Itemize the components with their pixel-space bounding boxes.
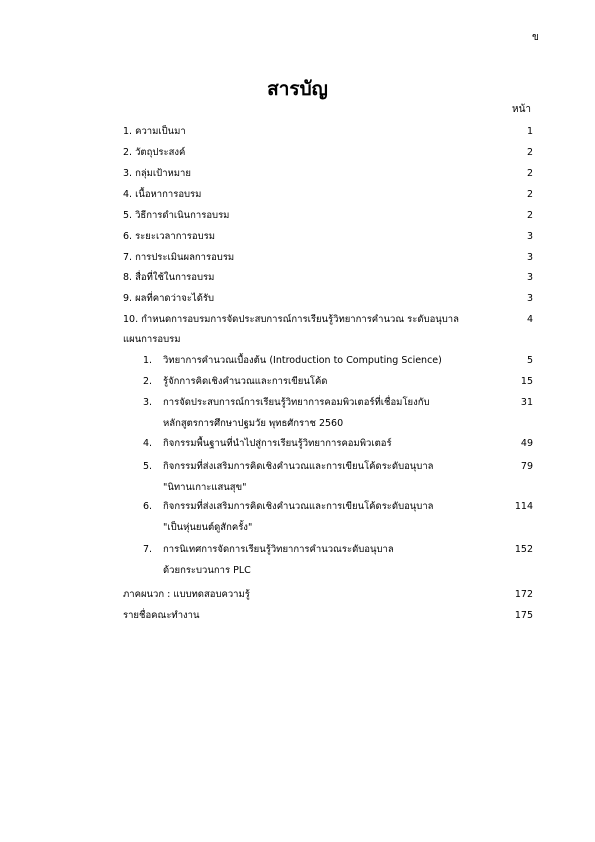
appendix-entry-text: รายชื่อคณะทำงาน [123,610,200,621]
toc-entry-page: 1 [526,126,533,137]
page-number-mark: ข [532,32,539,43]
plan-title-continued: หลักสูตรการศึกษาปฐมวัย พุทธศักราช 2560 [163,418,344,429]
toc-entry-text: 5. วิธีการดำเนินการอบรม [123,210,230,221]
toc-entry-page: 2 [526,168,533,179]
plan-title: การนิเทศการจัดการเรียนรู้วิทยาการคำนวณระดับอนุบาล [163,544,394,555]
plan-page: 5 [526,355,533,366]
toc-entry-page: 3 [526,293,533,304]
toc-entry-page: 2 [526,189,533,200]
plan-number: 5. [143,461,153,472]
appendix-entry-page: 172 [514,589,533,600]
toc-entry-text: 9. ผลที่คาดว่าจะได้รับ [123,293,215,304]
plan-number: 7. [143,544,153,555]
page-column-header: หน้า [512,104,532,115]
plan-title: กิจกรรมที่ส่งเสริมการคิดเชิงคำนวณและการเขียนโค้ดระดับอนุบาล [163,461,434,472]
appendix-entry-text: ภาคผนวก : แบบทดสอบความรู้ [123,589,250,600]
plan-title: วิทยาการคำนวณเบื้องต้น (Introduction to Computing Science) [163,355,442,366]
toc-entry-text: 6. ระยะเวลาการอบรม [123,231,215,242]
toc-entry-text: 10. กำหนดการอบรมการจัดประสบการณ์การเรียนรู้วิทยาการคำนวณ ระดับอนุบาล [123,314,459,325]
toc-entry-text: 2. วัตถุประสงค์ [123,147,186,158]
page-title: สารบัญ [267,78,328,100]
toc-entry-text: 3. กลุ่มเป้าหมาย [123,168,191,179]
plan-number: 3. [143,397,153,408]
plan-number: 2. [143,376,153,387]
plan-number: 1. [143,355,153,366]
plan-title-continued: "เป็นหุ่นยนต์ดูสักครั้ง" [163,522,253,533]
plan-title: กิจกรรมที่ส่งเสริมการคิดเชิงคำนวณและการเขียนโค้ดระดับอนุบาล [163,501,434,512]
toc-entry-text: 7. การประเมินผลการอบรม [123,252,235,263]
plan-title: กิจกรรมพื้นฐานที่นำไปสู่การเรียนรู้วิทยาการคอมพิวเตอร์ [163,438,392,449]
toc-entry-text: 8. สื่อที่ใช้ในการอบรม [123,272,215,283]
toc-entry-text: 4. เนื้อหาการอบรม [123,189,202,200]
toc-entry-page: 3 [526,231,533,242]
plan-page: 114 [514,501,533,512]
plan-page: 49 [520,438,533,449]
plan-title-continued: "นิทานเกาะแสนสุข" [163,482,247,493]
plan-number: 6. [143,501,153,512]
appendix-entry-page: 175 [514,610,533,621]
toc-entry-page: 2 [526,210,533,221]
plan-page: 79 [520,461,533,472]
plan-page: 15 [520,376,533,387]
toc-entry-page: 3 [526,272,533,283]
toc-entry-page: 2 [526,147,533,158]
plan-number: 4. [143,438,153,449]
plan-title-continued: ด้วยกระบวนการ PLC [163,565,251,576]
toc-entry-page: 4 [526,314,533,325]
plan-page: 31 [520,397,533,408]
plan-section-label: แผนการอบรม [123,334,181,345]
plan-title: รู้จักการคิดเชิงคำนวณและการเขียนโค้ด [163,376,328,387]
toc-entry-page: 3 [526,252,533,263]
plan-title: การจัดประสบการณ์การเรียนรู้วิทยาการคอมพิวเตอร์ที่เชื่อมโยงกับ [163,397,430,408]
plan-page: 152 [514,544,533,555]
toc-entry-text: 1. ความเป็นมา [123,126,186,137]
